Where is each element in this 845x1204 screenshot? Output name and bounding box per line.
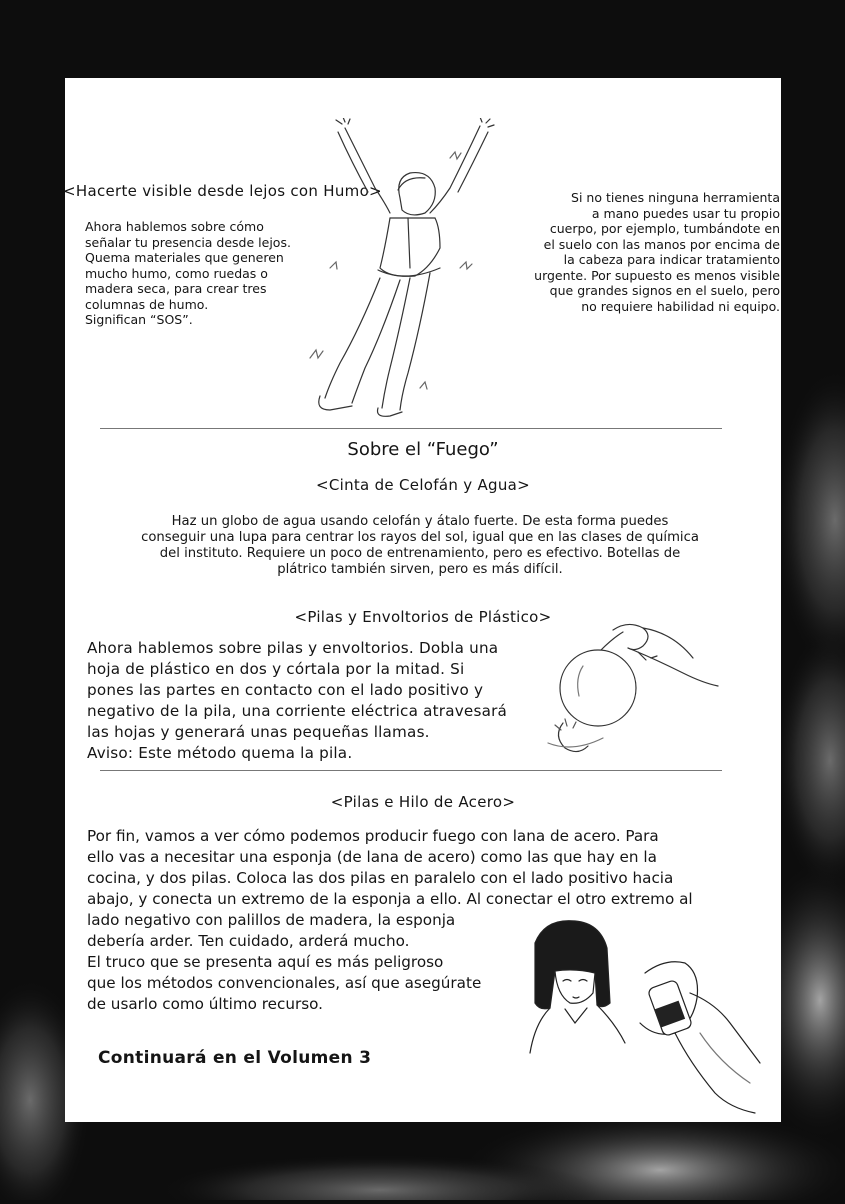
girl-with-battery-illustration <box>515 913 775 1123</box>
batteries-steel-text-narrow: lado negativo con palillos de madera, la esponja debería arder. Ten cuidado, arderá mucho. El truco que se presenta aquí es más peligroso que los métodos convencionales, así que asegúrate de usarlo como último recurso. <box>87 911 482 1013</box>
smoke-right-text: Si no tienes ninguna herramienta a mano puedes usar tu propio cuerpo, por ejemplo, tumbándote en el suelo con las manos por encima de la cabeza para indicar tratamiento urgente. Por supuesto es menos visible que grandes signos en el suelo, pero no requiere habilidad ni equipo. <box>534 190 780 314</box>
batteries-plastic-heading: <Pilas y Envoltorios de Plástico> <box>294 608 552 626</box>
divider-line <box>100 428 722 429</box>
manga-page <box>65 78 781 1122</box>
water-balloon-illustration <box>543 618 723 758</box>
lying-person-illustration <box>290 118 510 418</box>
smoke-section-title: <Hacerte visible desde lejos con Humo> <box>63 182 382 200</box>
continued-footer: Continuará en el Volumen 3 <box>98 1048 372 1068</box>
cellophane-heading: <Cinta de Celofán y Agua> <box>315 476 531 494</box>
batteries-steel-text-wide: Por fin, vamos a ver cómo podemos producir fuego con lana de acero. Para ello vas a necesitar una esponja (de lana de acero) como las que hay en la cocina, y dos pilas. Coloca las dos pilas en paralelo con el lado positivo hacia abajo, y conecta un extremo de la esponja a ello. Al conectar el otro extremo al <box>87 827 693 908</box>
batteries-steel-heading: <Pilas e Hilo de Acero> <box>330 793 516 811</box>
divider-line-2 <box>100 770 722 771</box>
fire-section-title: Sobre el “Fuego” <box>347 439 499 460</box>
smoke-left-text: Ahora hablemos sobre cómo señalar tu presencia desde lejos. Quema materiales que generen mucho humo, como ruedas o madera seca, para crear tres columnas de humo. Significan “SOS”. <box>85 219 291 327</box>
cellophane-text: Haz un globo de agua usando celofán y átalo fuerte. De esta forma puedes conseguir una lupa para centrar los rayos del sol, igual que en las clases de química del instituto. Requiere un poco de entrenamiento, pero es efectivo. Botellas de plátrico también sirven, pero es más difícil. <box>141 514 699 577</box>
batteries-plastic-text: Ahora hablemos sobre pilas y envoltorios. Dobla una hoja de plástico en dos y córtala por la mitad. Si pones las partes en contacto con el lado positivo y negativo de la pila, una corriente eléctrica atravesará las hojas y generará unas pequeñas llamas. Aviso: Este método quema la pila. <box>87 639 508 762</box>
